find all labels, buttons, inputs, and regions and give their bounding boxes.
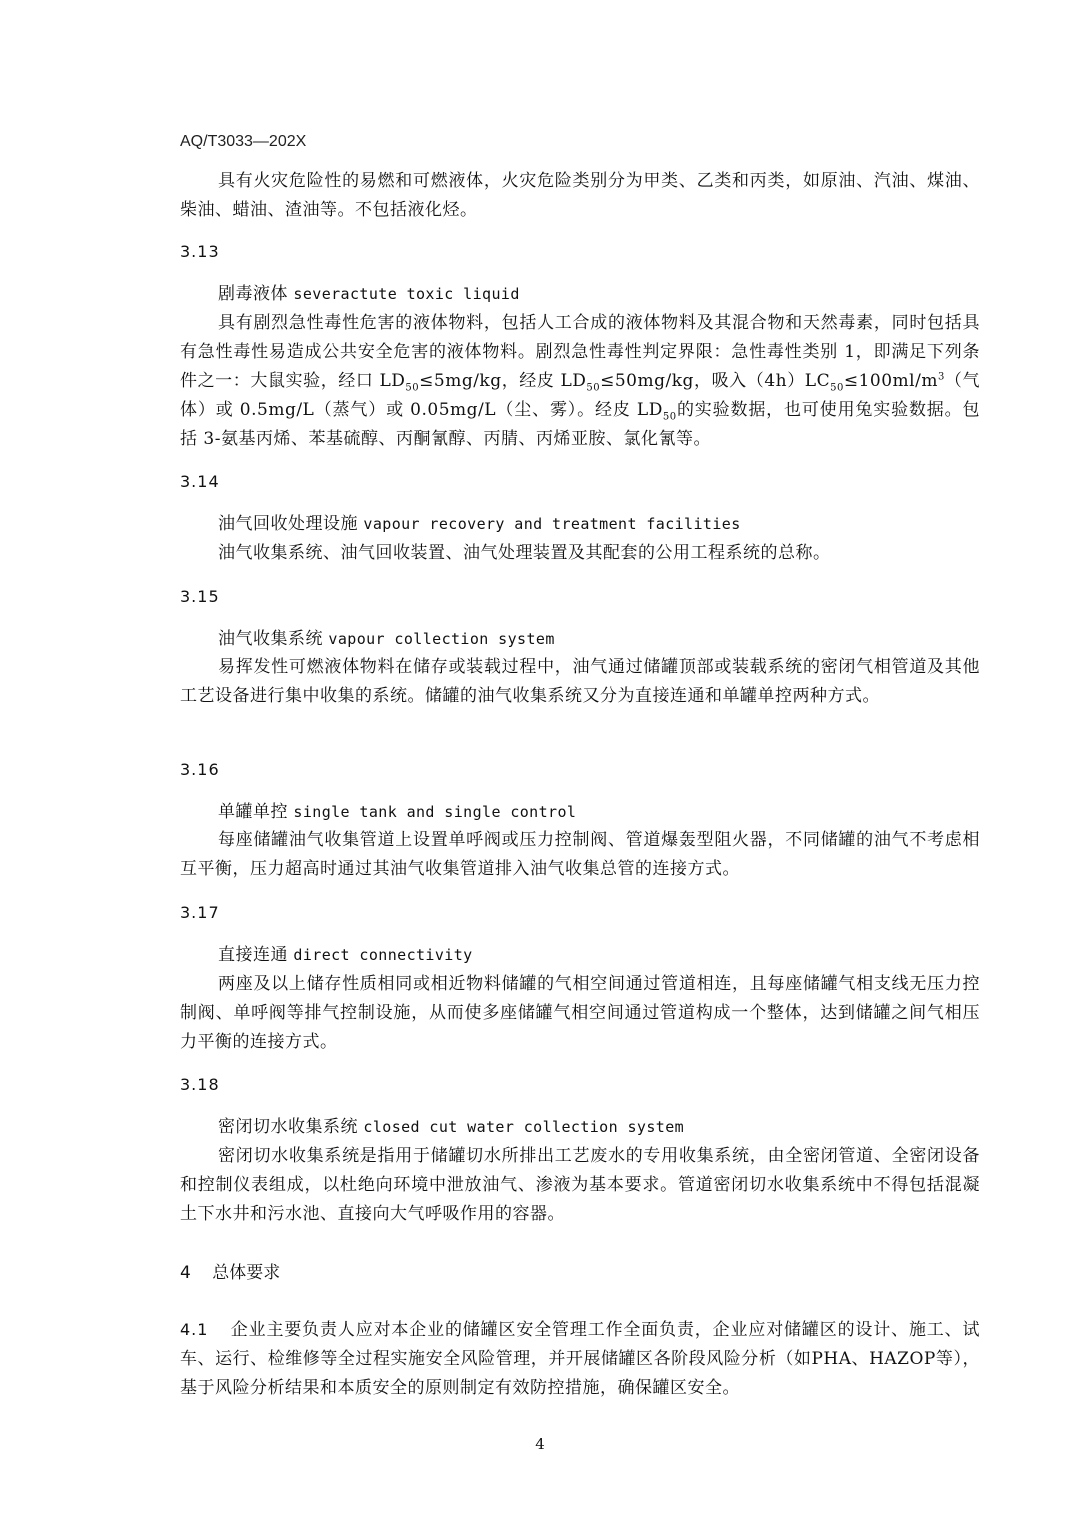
section-number-3-16: 3.16	[180, 760, 220, 779]
term-3-14	[218, 512, 741, 536]
def-3-13-part: 具有剧烈急性毒性危害的液体物料，包括人工合成的液体物料及其混合物和天然毒素，同时包括具有急性毒性易造成公共安全危害的液体物料。剧烈急性毒性判定界限：急性毒性类别 1，即满足下列条件之一：大鼠实验，经口 LD	[180, 313, 980, 391]
definition-3-17: 两座及以上储存性质相同或相近物料储罐的气相空间通过管道相连，且每座储罐气相支线无压力控制阀、单呼阀等排气控制设施，从而使多座储罐气相空间通过管道构成一个整体，达到储罐之间气相压力平衡的连接方式。	[180, 974, 980, 1052]
term-3-15-zh: 油气收集系统	[218, 629, 323, 649]
definition-3-16: 每座储罐油气收集管道上设置单呼阀或压力控制阀、管道爆轰型阻火器，不同储罐的油气不考虑相互平衡，压力超高时通过其油气收集管道排入油气收集总管的连接方式。	[180, 830, 980, 879]
section-number-3-14: 3.14	[180, 472, 220, 491]
subscript-50: 50	[830, 382, 844, 394]
section-number-3-15: 3.15	[180, 587, 220, 606]
section-heading-4-number: 4	[180, 1263, 191, 1283]
clause-4-1	[180, 1315, 980, 1403]
term-3-17-zh: 直接连通	[218, 945, 288, 965]
term-3-17	[218, 943, 473, 967]
term-3-18-zh: 密闭切水收集系统	[218, 1117, 358, 1137]
term-3-17-en: direct connectivity	[293, 946, 473, 964]
term-3-18-en: closed cut water collection system	[363, 1118, 685, 1136]
section-heading-4-title: 总体要求	[212, 1263, 281, 1283]
definition-3-13	[180, 309, 980, 454]
def-3-13-part: （气体）或 0.5mg/L（蒸气）或 0.05mg/L（尘、雾）。经皮 LD	[180, 371, 981, 420]
def-3-13-part: ≤5mg/kg，经皮 LD	[419, 371, 587, 391]
term-3-15-en: vapour collection system	[328, 630, 555, 648]
def-3-13-part: 的实验数据，也可使用兔实验数据。包括 3-氨基丙烯、苯基硫醇、丙酮氰醇、丙腈、丙烯亚胺、氯化氰等。	[180, 400, 980, 449]
section-number-3-18: 3.18	[180, 1075, 220, 1094]
def-3-13-part: ≤100ml/m	[843, 371, 938, 391]
subscript-50: 50	[586, 382, 601, 394]
term-3-14-en: vapour recovery and treatment facilities	[363, 515, 741, 533]
section-number-3-13: 3.13	[180, 242, 220, 261]
subscript-50: 50	[662, 411, 677, 423]
section-number-3-17: 3.17	[180, 903, 220, 922]
term-3-14-zh: 油气回收处理设施	[218, 514, 358, 534]
term-3-13-zh: 剧毒液体	[218, 284, 288, 304]
definition-3-18: 密闭切水收集系统是指用于储罐切水所排出工艺废水的专用收集系统，由全密闭管道、全密闭设备和控制仪表组成，以杜绝向环境中泄放油气、渗液为基本要求。管道密闭切水收集系统中不得包括混凝土下水井和污水池、直接向大气呼吸作用的容器。	[180, 1146, 980, 1224]
clause-4-1-body: 企业主要负责人应对本企业的储罐区安全管理工作全面负责，企业应对储罐区的设计、施工、试车、运行、检维修等全过程实施安全风险管理，并开展储罐区各阶段风险分析（如PHA、HAZOP等），基于风险分析结果和本质安全的原则制定有效防控措施，确保罐区安全。	[180, 1320, 980, 1398]
document-code: AQ/T3033—202X	[180, 133, 307, 150]
term-3-16-zh: 单罐单控	[218, 802, 288, 822]
term-3-15	[218, 627, 555, 651]
term-3-18	[218, 1115, 684, 1139]
term-3-13	[218, 282, 520, 306]
definition-3-15: 易挥发性可燃液体物料在储存或装载过程中，油气通过储罐顶部或装载系统的密闭气相管道及其他工艺设备进行集中收集的系统。储罐的油气收集系统又分为直接连通和单罐单控两种方式。	[180, 657, 980, 706]
term-3-16-en: single tank and single control	[293, 803, 577, 821]
def-3-13-part: ≤50mg/kg，吸入（4h）LC	[600, 371, 831, 391]
definition-3-14: 油气收集系统、油气回收装置、油气处理装置及其配套的公用工程系统的总称。	[218, 543, 831, 563]
intro-paragraph: 具有火灾危险性的易燃和可燃液体，火灾危险类别分为甲类、乙类和丙类，如原油、汽油、煤油、柴油、蜡油、渣油等。不包括液化烃。	[180, 171, 980, 220]
clause-4-1-number: 4.1	[180, 1320, 209, 1339]
section-heading-4	[180, 1261, 280, 1285]
subscript-50: 50	[405, 382, 420, 394]
page-number: 4	[535, 1435, 545, 1453]
term-3-16	[218, 800, 576, 824]
term-3-13-en: severactute toxic liquid	[293, 285, 520, 303]
superscript-3: 3	[937, 371, 945, 383]
